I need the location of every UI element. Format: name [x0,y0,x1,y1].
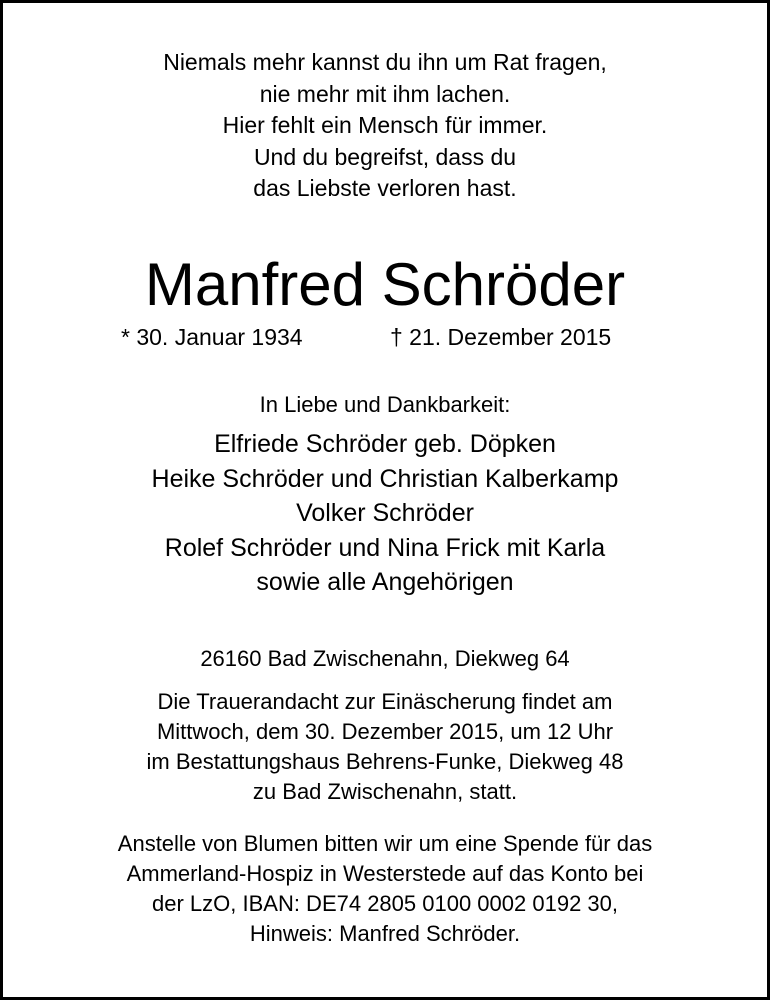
verse-line: nie mehr mit ihm lachen. [259,80,511,107]
verse [3,47,767,205]
mourner-name: Heike Schröder und Christian Kalberkamp [151,464,619,493]
ceremony-line: Die Trauerandacht zur Einäscherung findet am [157,689,613,714]
ceremony-info [3,687,767,807]
mourner-name: Elfriede Schröder geb. Döpken [214,430,556,458]
donation-line: Anstelle von Blumen bitten wir um eine Spende für das [117,831,653,856]
verse-line: Und du begreifst, dass du [253,143,517,170]
birth-date: * 30. Januar 1934 [121,324,303,350]
ceremony-line: Mittwoch, dem 30. Dezember 2015, um 12 Uhr [156,719,614,744]
donation-line: der LzO, IBAN: DE74 2805 0100 0002 0192 30, [152,891,618,916]
mourner-name: Rolef Schröder und Nina Frick mit Karla [164,533,606,562]
donation-line: Hinweis: Manfred Schröder. [249,921,521,946]
mourner-name: Volker Schröder [296,499,474,527]
donation-info [3,829,767,949]
donation-line: Ammerland-Hospiz in Westerstede auf das Konto bei [126,861,644,886]
verse-line: Niemals mehr kannst du ihn um Rat fragen, [163,49,607,75]
mourners-list [3,427,767,600]
verse-line: Hier fehlt ein Mensch für immer. [222,112,548,138]
death-date: † 21. Dezember 2015 [390,324,612,350]
ceremony-line: zu Bad Zwischenahn, statt. [252,779,518,804]
mourner-name: sowie alle Angehörigen [256,568,514,596]
life-dates [3,321,767,353]
verse-line: das Liebste verloren hast. [253,175,517,201]
deceased-name: Manfred Schröder [144,251,626,318]
family-address: 26160 Bad Zwischenahn, Diekweg 64 [200,646,570,671]
ceremony-line: im Bestattungshaus Behrens-Funke, Diekweg 48 [146,749,624,774]
mourners-intro: In Liebe und Dankbarkeit: [259,392,511,417]
